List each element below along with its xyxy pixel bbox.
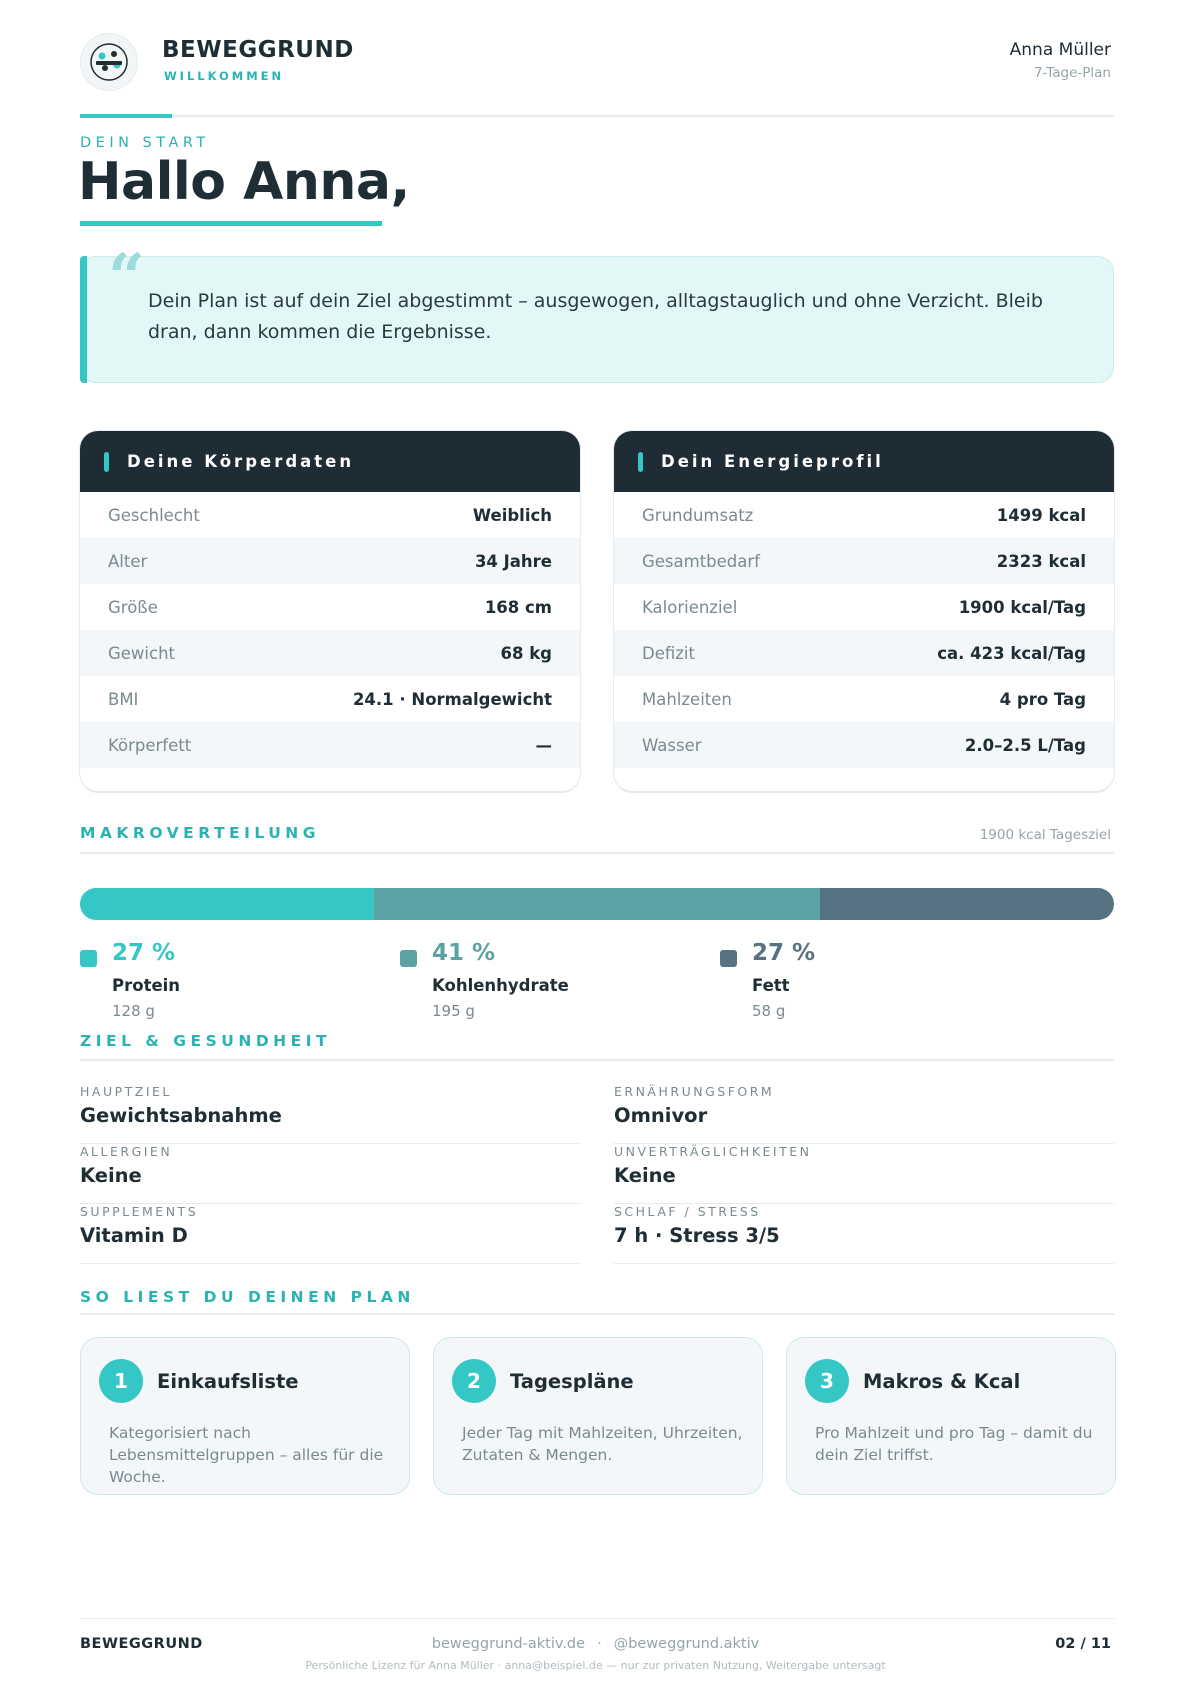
data-row bbox=[80, 630, 580, 676]
row-label: Gesamtbedarf bbox=[642, 551, 760, 571]
row-label: Körperfett bbox=[108, 735, 192, 755]
goal-label: HAUPTZIEL bbox=[80, 1084, 172, 1099]
data-row bbox=[80, 538, 580, 584]
goal-field bbox=[614, 1084, 1114, 1144]
row-label: Wasser bbox=[642, 735, 702, 755]
energy-rows bbox=[614, 492, 1114, 768]
goal-label: SUPPLEMENTS bbox=[80, 1204, 199, 1219]
data-row bbox=[614, 584, 1114, 630]
macro-segment-protein bbox=[80, 888, 374, 920]
page-title: Hallo Anna, bbox=[78, 152, 410, 212]
macro-item bbox=[400, 940, 700, 1030]
header-pill-icon bbox=[638, 452, 643, 472]
macro-grams: 58 g bbox=[752, 1002, 786, 1020]
row-value: 1900 kcal/Tag bbox=[958, 597, 1086, 617]
goal-field bbox=[614, 1144, 1114, 1204]
step-description: Kategorisiert nach Lebensmittelgruppen – alles für die Woche. bbox=[109, 1424, 384, 1486]
card-title: Deine Körperdaten bbox=[127, 452, 355, 471]
row-label: Kalorienziel bbox=[642, 597, 738, 617]
energy-profile-card bbox=[614, 431, 1114, 791]
brand-subtitle: WILLKOMMEN bbox=[164, 69, 285, 83]
card-header bbox=[614, 431, 1114, 492]
macro-name: Fett bbox=[752, 976, 790, 995]
card-header bbox=[80, 431, 580, 492]
macro-color-swatch bbox=[400, 950, 417, 967]
row-label: Geschlecht bbox=[108, 505, 200, 525]
data-row bbox=[80, 584, 580, 630]
macro-percent: 27 % bbox=[752, 940, 816, 966]
footer-brand: BEWEGGRUND bbox=[80, 1636, 203, 1652]
macro-name: Protein bbox=[112, 976, 181, 995]
goals-section-title: ZIEL & GESUNDHEIT bbox=[80, 1032, 332, 1050]
footer-divider bbox=[80, 1618, 1114, 1619]
section-divider bbox=[80, 1059, 1114, 1061]
howto-section-title: SO LIEST DU DEINEN PLAN bbox=[80, 1288, 415, 1306]
goal-field bbox=[614, 1204, 1114, 1264]
website-link[interactable]: beweggrund-aktiv.de bbox=[431, 1636, 586, 1652]
social-link[interactable]: @beweggrund.aktiv bbox=[613, 1636, 760, 1652]
quote-mark-icon: “ bbox=[108, 240, 145, 315]
goal-label: ALLERGIEN bbox=[80, 1144, 173, 1159]
step-number-badge: 3 bbox=[805, 1359, 849, 1403]
step-card bbox=[433, 1337, 763, 1495]
goal-value: Keine bbox=[80, 1164, 142, 1187]
macro-percent: 41 % bbox=[432, 940, 496, 966]
row-label: Grundumsatz bbox=[642, 505, 754, 525]
section-eyebrow: DEIN START bbox=[80, 135, 210, 151]
row-value: 24.1 · Normalgewicht bbox=[352, 689, 552, 709]
macro-grams: 128 g bbox=[112, 1002, 155, 1020]
goal-value: Vitamin D bbox=[80, 1224, 188, 1247]
header-accent-bar bbox=[80, 114, 172, 118]
brand-name: BEWEGGRUND bbox=[162, 37, 354, 63]
macro-segment-fett bbox=[820, 888, 1114, 920]
step-number-badge: 1 bbox=[99, 1359, 143, 1403]
row-value: Weiblich bbox=[472, 505, 552, 525]
goal-value: Keine bbox=[614, 1164, 676, 1187]
data-row bbox=[614, 722, 1114, 768]
card-title: Dein Energieprofil bbox=[661, 452, 884, 471]
step-title: Einkaufsliste bbox=[157, 1370, 299, 1393]
row-value: 2.0–2.5 L/Tag bbox=[964, 735, 1086, 755]
goal-value: 7 h · Stress 3/5 bbox=[614, 1224, 780, 1247]
daily-goal-label: 1900 kcal Tagesziel bbox=[979, 827, 1111, 843]
logo-icon bbox=[87, 40, 131, 84]
macro-color-swatch bbox=[720, 950, 737, 967]
macro-name: Kohlenhydrate bbox=[432, 976, 569, 995]
row-value: 2323 kcal bbox=[996, 551, 1086, 571]
header-pill-icon bbox=[104, 452, 109, 472]
goal-value: Omnivor bbox=[614, 1104, 708, 1127]
data-row bbox=[614, 630, 1114, 676]
goal-label: ERNÄHRUNGSFORM bbox=[614, 1084, 775, 1099]
row-value: — bbox=[535, 735, 552, 755]
goal-field bbox=[80, 1144, 580, 1204]
section-divider bbox=[80, 852, 1114, 854]
quote-accent-bar bbox=[80, 256, 87, 383]
step-title: Tagespläne bbox=[510, 1370, 634, 1393]
step-card bbox=[80, 1337, 410, 1495]
step-card bbox=[786, 1337, 1116, 1495]
macro-distribution-bar bbox=[80, 888, 1114, 920]
row-label: Alter bbox=[108, 551, 148, 571]
row-label: BMI bbox=[108, 689, 139, 709]
macro-section-title: MAKROVERTEILUNG bbox=[80, 824, 320, 842]
goal-field bbox=[80, 1084, 580, 1144]
data-row bbox=[614, 538, 1114, 584]
data-row bbox=[80, 492, 580, 538]
section-divider bbox=[80, 1313, 1114, 1315]
quote-text: Dein Plan ist auf dein Ziel abgestimmt – ausgewogen, alltagstauglich und ohne Verzicht. Bleib dran, dann kommen die Ergebnisse. bbox=[148, 290, 1043, 343]
footer-separator: · bbox=[597, 1636, 602, 1652]
data-row bbox=[614, 676, 1114, 722]
macro-item bbox=[720, 940, 1020, 1030]
goal-label: UNVERTRÄGLICHKEITEN bbox=[614, 1144, 812, 1159]
row-value: 34 Jahre bbox=[474, 551, 552, 571]
user-name: Anna Müller bbox=[1009, 40, 1111, 60]
row-label: Defizit bbox=[642, 643, 695, 663]
macro-color-swatch bbox=[80, 950, 97, 967]
license-note: Persönliche Lizenz für Anna Müller · anna@beispiel.de — nur zur privaten Nutzung, Weitergabe untersagt bbox=[305, 1659, 886, 1672]
goal-value: Gewichtsabnahme bbox=[80, 1104, 282, 1127]
plan-label: 7-Tage-Plan bbox=[1034, 65, 1111, 81]
goal-field bbox=[80, 1204, 580, 1264]
macro-percent: 27 % bbox=[112, 940, 176, 966]
page-number: 02 / 11 bbox=[1055, 1636, 1111, 1652]
title-underline bbox=[80, 221, 382, 226]
data-row bbox=[614, 492, 1114, 538]
step-description: Jeder Tag mit Mahlzeiten, Uhrzeiten, Zutaten & Mengen. bbox=[462, 1424, 743, 1464]
data-row bbox=[80, 722, 580, 768]
body-data-card bbox=[80, 431, 580, 791]
body-data-rows bbox=[80, 492, 580, 768]
macro-item bbox=[80, 940, 380, 1030]
step-number-badge: 2 bbox=[452, 1359, 496, 1403]
row-value: 168 cm bbox=[484, 597, 552, 617]
macro-segment-kohlenhydrate bbox=[374, 888, 820, 920]
row-value: 68 kg bbox=[500, 643, 552, 663]
step-description: Pro Mahlzeit und pro Tag – damit du dein Ziel triffst. bbox=[815, 1424, 1093, 1464]
step-title: Makros & Kcal bbox=[863, 1370, 1021, 1393]
row-label: Mahlzeiten bbox=[642, 689, 732, 709]
row-label: Größe bbox=[108, 597, 158, 617]
row-value: 1499 kcal bbox=[996, 505, 1086, 525]
brand-logo bbox=[80, 33, 138, 91]
footer-links bbox=[0, 1636, 1191, 1652]
macro-grams: 195 g bbox=[432, 1002, 475, 1020]
row-value: ca. 423 kcal/Tag bbox=[937, 643, 1086, 663]
row-value: 4 pro Tag bbox=[999, 689, 1086, 709]
header-divider bbox=[80, 115, 1114, 117]
goal-label: SCHLAF / STRESS bbox=[614, 1204, 761, 1219]
row-label: Gewicht bbox=[108, 643, 176, 663]
data-row bbox=[80, 676, 580, 722]
